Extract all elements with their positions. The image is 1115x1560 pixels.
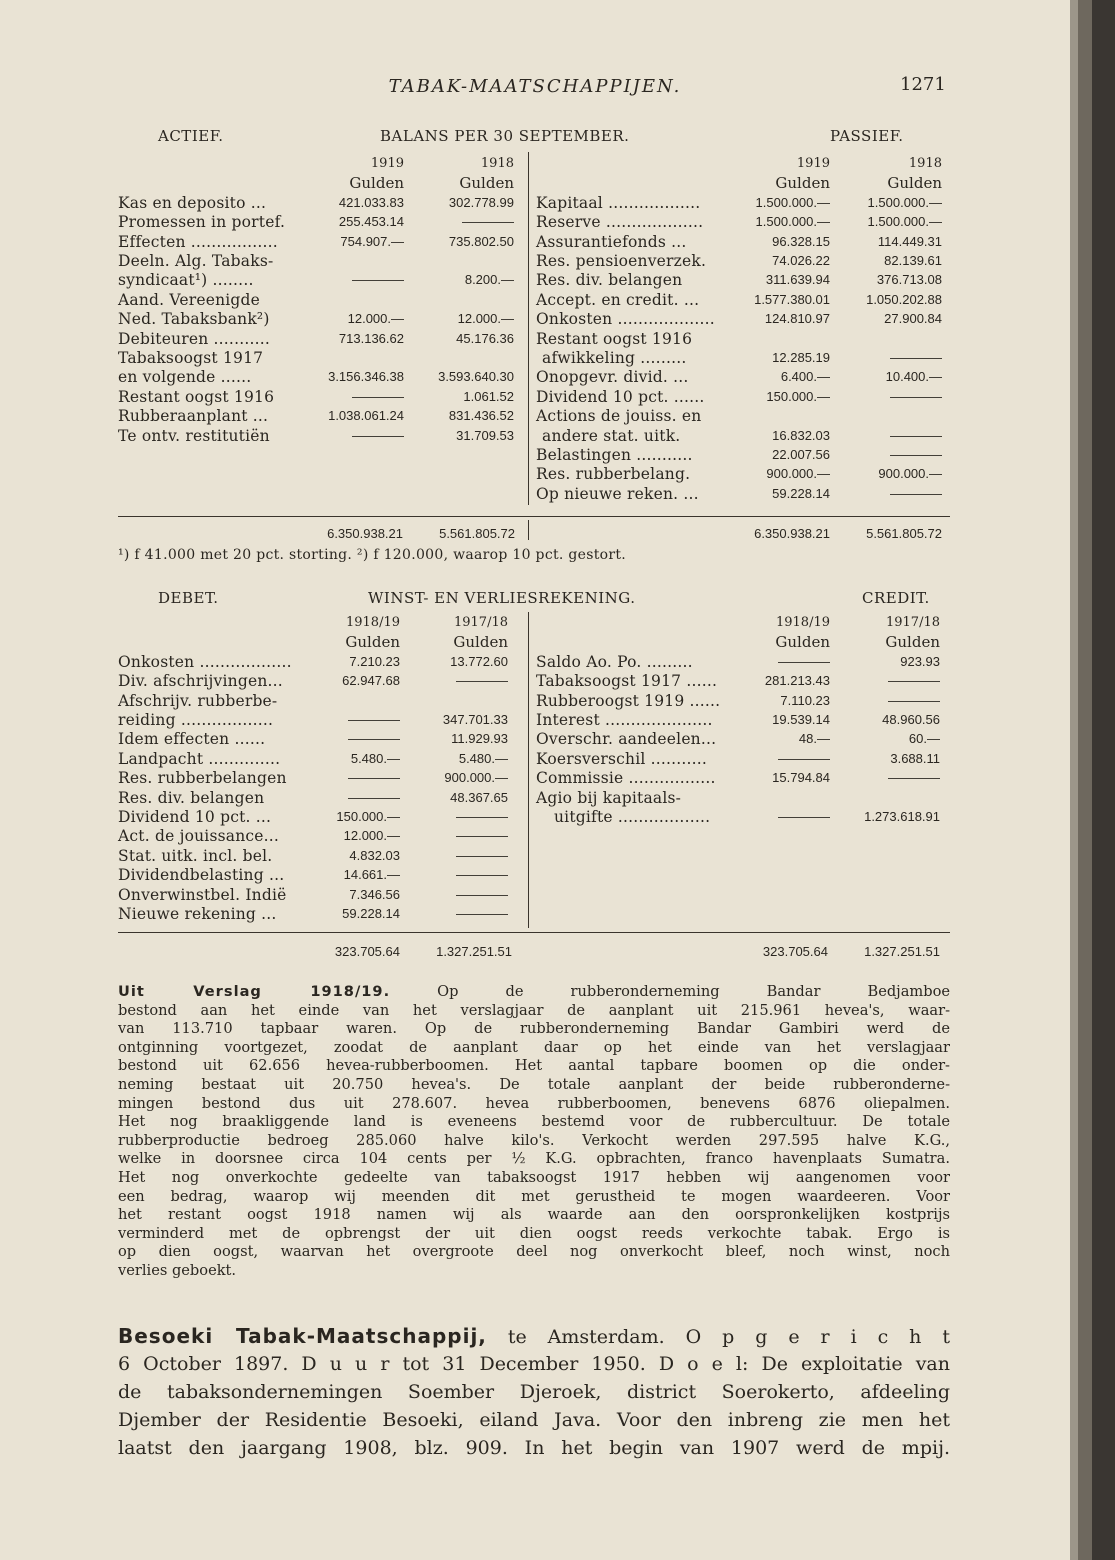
row-value-2: 27.900.84 — [884, 311, 942, 327]
table-row — [536, 464, 950, 484]
row-label: Dividendbelasting ... — [118, 866, 285, 885]
row-value-1: 3.156.346.38 — [328, 369, 404, 385]
table-row — [118, 710, 528, 730]
table-row — [536, 652, 950, 672]
table-row — [536, 691, 950, 711]
verslag-heading: Uit Verslag 1918/19. — [118, 983, 391, 1000]
balans-passief-table — [536, 154, 950, 514]
row-value-2: 302.778.99 — [448, 194, 514, 210]
row-label: Idem effecten ...... — [118, 730, 266, 749]
row-value-2: ———— — [456, 809, 508, 824]
table-row — [536, 671, 950, 691]
page-number: 1271 — [900, 74, 946, 95]
row-value-1: ———— — [352, 272, 404, 288]
row-value-2: ———— — [890, 388, 942, 404]
table-row — [536, 426, 950, 446]
row-label: Tabaksoogst 1917 — [118, 349, 264, 367]
row-value-1: 74.026.22 — [772, 253, 830, 268]
row-value-2: 900.000.— — [878, 466, 942, 482]
row-value-2: 31.709.53 — [456, 427, 514, 443]
currency-header-row — [118, 632, 528, 652]
row-label: Koersverschil ........... — [536, 749, 708, 768]
row-label: Act. de jouissance... — [118, 827, 280, 846]
row-value-1: 281.213.43 — [764, 673, 830, 689]
row-value-2: 48.960.56 — [882, 712, 940, 727]
row-value-1: 4.832.03 — [349, 847, 400, 863]
besoeki-first-line-rest: te Amsterdam. O p g e r i c h t — [507, 1326, 950, 1348]
row-value-2: 1.273.618.91 — [864, 809, 940, 824]
row-label: syndicaat¹) ........ — [118, 271, 254, 290]
row-value-2: 8.200.— — [464, 272, 514, 288]
row-label: Deeln. Alg. Tabaks- — [118, 252, 274, 270]
table-row — [536, 193, 950, 213]
row-value-1: 124.810.97 — [764, 311, 830, 327]
verslag-first-line — [118, 983, 950, 1002]
table-row — [118, 232, 528, 252]
besoeki-line: 6 October 1897. D u u r tot 31 December 1950. D o e l: De exploitatie van — [118, 1353, 950, 1375]
row-value-1: ———— — [352, 427, 404, 443]
winst-rule — [118, 932, 950, 933]
row-value-2: 10.400.— — [885, 369, 942, 385]
verslag-first-line-rest: Op de rubberonderneming Bandar Bedjamboe — [437, 983, 950, 1000]
row-label: Accept. en credit. ... — [536, 290, 700, 309]
row-value-1: ———— — [348, 770, 400, 786]
row-value-1: 421.033.83 — [338, 194, 404, 210]
table-row — [118, 788, 528, 808]
table-row — [536, 232, 950, 252]
row-label: Promessen in portef. — [118, 213, 286, 232]
currency-header-row — [118, 173, 528, 193]
row-label: Res. div. belangen — [536, 271, 683, 290]
row-label: afwikkeling ......... — [542, 349, 687, 367]
row-value-2: 376.713.08 — [876, 272, 942, 288]
row-value-1: 96.328.15 — [772, 233, 830, 249]
row-value-2: 735.802.50 — [448, 233, 514, 249]
row-value-1: ———— — [352, 388, 404, 404]
row-value-2: 923.93 — [900, 653, 940, 669]
row-value-1: 12.000.— — [347, 311, 404, 327]
winst-total-left-1: 323.705.64 — [334, 944, 400, 959]
table-row — [118, 251, 528, 271]
winst-credit-table — [536, 613, 950, 853]
row-value-2: ———— — [888, 770, 940, 786]
row-value-2: ———— — [888, 673, 940, 689]
balans-total-left-1919: 6.350.938.21 — [327, 526, 403, 541]
row-value-1: 1.500.000.— — [755, 214, 830, 230]
row-label: Dividend 10 pct. ... — [118, 808, 272, 826]
row-value-2: ———— — [462, 214, 514, 230]
row-value-1: 6.400.— — [780, 369, 830, 385]
table-row — [118, 290, 528, 310]
row-label: Reserve ................... — [536, 213, 704, 232]
besoeki-line: de tabaksondernemingen Soember Djeroek, district Soerokerto, afdeeling — [118, 1381, 950, 1403]
row-value-1: 255.453.14 — [338, 214, 404, 230]
row-value-2: 1.500.000.— — [867, 194, 942, 210]
winst-divider — [528, 612, 529, 928]
verslag-line: het restant oogst 1918 namen wij als waarde aan den oorspronkelijken kostprijs — [118, 1206, 950, 1224]
row-value-1: 713.136.62 — [338, 330, 404, 346]
year-header: 1917/18 — [885, 615, 940, 630]
table-row — [536, 367, 950, 387]
row-value-1: 1.577.380.01 — [754, 291, 830, 307]
table-row — [118, 885, 528, 905]
table-row — [118, 406, 528, 426]
row-value-2: 1.050.202.88 — [866, 291, 942, 307]
verslag-line: mingen bestond dus uit 278.607. hevea rubberboomen, benevens 6876 oliepalmen. — [118, 1094, 950, 1112]
row-label: Res. rubberbelang. — [536, 465, 691, 484]
row-value-1: 7.110.23 — [780, 692, 830, 708]
verslag-line: verminderd met de opbrengst der uit dien oogst reeds verkochte tabak. Ergo is — [118, 1224, 950, 1242]
row-value-1: ———— — [778, 653, 830, 669]
table-row — [118, 865, 528, 885]
winst-title: WINST- EN VERLIESREKENING. — [368, 589, 636, 607]
row-value-1: 19.539.14 — [772, 712, 830, 727]
row-label: Effecten ................. — [118, 232, 278, 251]
year-header-row — [118, 613, 528, 633]
verslag-line: bestond aan het einde van het verslagjaar de aanplant uit 215.961 hevea's, waar- — [118, 1001, 950, 1019]
balans-totals — [0, 524, 1070, 544]
row-value-1: 59.228.14 — [342, 906, 400, 921]
row-value-2: 900.000.— — [444, 770, 508, 786]
besoeki-line: laatst den jaargang 1908, blz. 909. In het begin van 1907 werd de mpij. — [118, 1437, 950, 1459]
row-label: Debiteuren ........... — [118, 329, 270, 348]
row-value-1: 14.661.— — [343, 867, 400, 883]
row-value-1: 12.000.— — [343, 828, 400, 844]
verslag-line: ontginning voortgezet, zoodat de aanplant daar op het einde van het verslagjaar — [118, 1038, 950, 1056]
row-label: Op nieuwe reken. ... — [536, 484, 699, 503]
row-value-1: ———— — [348, 789, 400, 805]
row-value-1: 15.794.84 — [772, 770, 830, 786]
row-value-2: ———— — [456, 673, 508, 689]
row-value-1: 150.000.— — [336, 809, 400, 824]
row-value-2: ———— — [890, 485, 942, 501]
table-row — [118, 329, 528, 349]
table-row — [536, 212, 950, 232]
currency-header: Gulden — [775, 174, 830, 193]
row-label: Res. div. belangen — [118, 788, 265, 807]
table-row — [118, 193, 528, 213]
winst-totals — [0, 942, 1070, 962]
row-value-2: 60.— — [908, 731, 940, 747]
table-row — [536, 406, 950, 426]
page-edge — [1078, 0, 1092, 1560]
table-row — [536, 768, 950, 788]
year-header: 1918/19 — [775, 615, 830, 630]
verslag-line: bestond uit 62.656 hevea-rubberboomen. Het aantal tapbare boomen op die onder- — [118, 1057, 950, 1075]
currency-header: Gulden — [459, 174, 514, 193]
table-row — [118, 270, 528, 290]
row-value-2: ———— — [888, 692, 940, 708]
table-row — [536, 251, 950, 271]
verslag-line: van 113.710 tapbaar waren. Op de rubberonderneming Bandar Gambiri werd de — [118, 1020, 950, 1038]
row-value-2: ———— — [456, 886, 508, 902]
row-label: Restant oogst 1916 — [118, 387, 275, 406]
row-value-2: 48.367.65 — [450, 789, 508, 805]
table-row — [536, 309, 950, 329]
currency-header: Gulden — [349, 174, 404, 193]
year-header: 1919 — [796, 156, 830, 171]
table-row — [536, 807, 950, 827]
row-label: Nieuwe rekening ... — [118, 905, 277, 923]
verslag-line: Het nog onverkochte gedeelte van tabaksoogst 1917 hebben wij aangenomen voor — [118, 1168, 950, 1186]
table-row — [118, 904, 528, 924]
table-row — [536, 290, 950, 310]
balans-footnote: ¹) f 41.000 met 20 pct. storting. ²) f 120.000, waarop 10 pct. gestort. — [118, 547, 627, 563]
row-value-2: ———— — [890, 447, 942, 462]
row-label: Assurantiefonds ... — [536, 232, 687, 251]
row-label: Onverwinstbel. Indië — [118, 885, 287, 904]
table-row — [118, 768, 528, 788]
row-label: Kapitaal .................. — [536, 193, 701, 212]
balans-divider — [528, 152, 529, 505]
currency-header: Gulden — [775, 633, 830, 652]
year-header-row — [536, 613, 950, 633]
table-row — [118, 846, 528, 866]
row-label: Overschr. aandeelen... — [536, 730, 717, 749]
winst-total-right-2: 1.327.251.51 — [864, 944, 940, 959]
currency-header: Gulden — [887, 174, 942, 193]
currency-header: Gulden — [345, 633, 400, 652]
table-row — [118, 348, 528, 368]
table-row — [118, 671, 528, 691]
besoeki-paragraph — [118, 1322, 950, 1462]
row-value-1: ———— — [348, 712, 400, 727]
row-label: en volgende ...... — [118, 368, 252, 387]
table-row — [118, 826, 528, 846]
verslag-line: op dien oogst, waarvan het overgroote deel nog onverkocht bleef, noch winst, noch — [118, 1243, 950, 1261]
row-value-2: 5.480.— — [458, 750, 508, 766]
currency-header-row — [536, 632, 950, 652]
year-header: 1918 — [480, 156, 514, 171]
currency-header: Gulden — [453, 633, 508, 652]
row-label: Commissie ................. — [536, 769, 716, 788]
row-value-1: 16.832.03 — [772, 427, 830, 443]
row-value-2: 831.436.52 — [448, 408, 514, 424]
row-label: Belastingen ........... — [536, 446, 693, 464]
row-label: Interest ..................... — [536, 711, 713, 729]
row-value-1: 48.— — [798, 731, 830, 747]
row-label: Kas en deposito ... — [118, 193, 267, 212]
page-edge — [1092, 0, 1115, 1560]
row-label: Stat. uitk. incl. bel. — [118, 846, 273, 865]
balans-total-left-1918: 5.561.805.72 — [439, 526, 515, 541]
verslag-paragraph — [118, 983, 950, 1281]
row-value-2: ———— — [456, 867, 508, 883]
row-value-2: 1.500.000.— — [867, 214, 942, 230]
row-value-2: 3.593.640.30 — [438, 369, 514, 385]
balans-total-right-1919: 6.350.938.21 — [754, 526, 830, 541]
row-value-1: ———— — [348, 731, 400, 747]
row-label: Dividend 10 pct. ...... — [536, 387, 705, 406]
row-label: reiding .................. — [118, 711, 274, 729]
row-value-1: 754.907.— — [340, 233, 404, 249]
row-value-2: 45.176.36 — [456, 330, 514, 346]
table-row — [118, 729, 528, 749]
balans-total-right-1918: 5.561.805.72 — [866, 526, 942, 541]
table-row — [536, 749, 950, 769]
row-value-1: 1.038.061.24 — [328, 408, 404, 424]
table-row — [118, 426, 528, 446]
year-header-row — [536, 154, 950, 174]
row-label: Div. afschrijvingen... — [118, 672, 283, 691]
table-row — [536, 270, 950, 290]
row-label: Landpacht .............. — [118, 749, 281, 768]
row-value-2: ———— — [456, 906, 508, 921]
year-header: 1919 — [370, 156, 404, 171]
row-value-2: 82.139.61 — [884, 253, 942, 268]
table-row — [118, 652, 528, 672]
row-label: andere stat. uitk. — [542, 426, 681, 445]
row-label: Aand. Vereenigde — [118, 290, 261, 309]
winst-total-left-2: 1.327.251.51 — [436, 944, 512, 959]
table-row — [536, 484, 950, 504]
page-edge — [1070, 0, 1078, 1560]
row-value-1: 22.007.56 — [772, 447, 830, 462]
row-label: Res. pensioenverzek. — [536, 252, 707, 270]
table-row — [536, 387, 950, 407]
table-row — [118, 749, 528, 769]
row-value-1: 150.000.— — [766, 388, 830, 404]
table-row — [536, 445, 950, 465]
passief-label: PASSIEF. — [830, 127, 904, 145]
balans-actief-table — [118, 154, 528, 454]
row-value-2: ———— — [890, 350, 942, 365]
verslag-line: neming bestaat uit 20.750 hevea's. De totale aanplant der beide rubberonderne- — [118, 1075, 950, 1093]
row-value-1: 1.500.000.— — [755, 194, 830, 210]
besoeki-line: Djember der Residentie Besoeki, eiland Java. Voor den inbreng zie men het — [118, 1409, 950, 1431]
currency-header: Gulden — [885, 633, 940, 652]
row-label: Actions de jouiss. en — [536, 407, 702, 426]
verslag-line: Het nog braakliggende land is eveneens bestemd voor de rubbercultuur. De totale — [118, 1113, 950, 1131]
table-row — [536, 348, 950, 368]
row-label: Te ontv. restitutiën — [118, 426, 270, 445]
row-value-1: ———— — [778, 750, 830, 766]
winst-debet-table — [118, 613, 528, 933]
row-value-2: 12.000.— — [457, 311, 514, 327]
year-header: 1918/19 — [345, 615, 400, 630]
table-row — [118, 807, 528, 827]
row-value-1: 12.285.19 — [772, 350, 830, 365]
besoeki-first-line — [118, 1322, 950, 1350]
verslag-line: een bedrag, waarop wij meenden dit met gerustheid te mogen waardeeren. Voor — [118, 1187, 950, 1205]
running-header: TABAK-MAATSCHAPPIJEN. — [388, 76, 682, 97]
verslag-line: welke in doorsnee circa 104 cents per ½ K.G. opbrachten, franco havenplaats Sumatra. — [118, 1150, 950, 1168]
table-row — [536, 729, 950, 749]
balans-rule — [118, 516, 950, 517]
row-label: Restant oogst 1916 — [536, 329, 693, 348]
row-value-2: 3.688.11 — [890, 750, 940, 766]
row-value-1: 5.480.— — [350, 750, 400, 766]
row-value-2: 1.061.52 — [463, 388, 514, 404]
table-row — [536, 329, 950, 349]
row-value-1: 62.947.68 — [342, 673, 400, 689]
row-label: Onopgevr. divid. ... — [536, 368, 689, 387]
row-value-1: 7.346.56 — [349, 886, 400, 902]
verslag-line: verlies geboekt. — [118, 1261, 237, 1279]
currency-header-row — [536, 173, 950, 193]
row-value-1: 7.210.23 — [349, 653, 400, 669]
table-row — [118, 691, 528, 711]
row-value-2: ———— — [456, 828, 508, 844]
row-label: Res. rubberbelangen — [118, 769, 287, 788]
row-value-2: 11.929.93 — [451, 731, 508, 747]
credit-label: CREDIT. — [862, 589, 930, 607]
actief-label: ACTIEF. — [158, 127, 224, 145]
table-row — [118, 387, 528, 407]
winst-total-right-1: 323.705.64 — [762, 944, 828, 959]
row-label: Rubberaanplant ... — [118, 407, 269, 426]
row-value-1: ———— — [778, 809, 830, 824]
row-label: Afschrijv. rubberbe- — [118, 691, 278, 710]
year-header: 1917/18 — [453, 615, 508, 630]
row-label: Ned. Tabaksbank²) — [118, 310, 270, 329]
table-row — [118, 212, 528, 232]
balans-title: BALANS PER 30 SEPTEMBER. — [380, 127, 630, 145]
besoeki-heading: Besoeki Tabak-Maatschappij, — [118, 1324, 487, 1348]
row-value-2: ———— — [890, 427, 942, 443]
row-label: Saldo Ao. Po. ......... — [536, 652, 693, 671]
table-row — [118, 367, 528, 387]
table-row — [118, 309, 528, 329]
row-value-2: 114.449.31 — [877, 233, 942, 249]
row-label: Onkosten .................. — [118, 652, 292, 671]
row-label: Tabaksoogst 1917 ...... — [536, 672, 718, 691]
row-label: Agio bij kapitaals- — [536, 788, 682, 807]
table-row — [536, 788, 950, 808]
row-value-2: ———— — [456, 847, 508, 863]
row-value-2: 347.701.33 — [442, 712, 508, 727]
year-header: 1918 — [908, 156, 942, 171]
row-label: uitgifte .................. — [554, 808, 711, 826]
row-label: Onkosten ................... — [536, 310, 715, 329]
row-value-1: 900.000.— — [766, 466, 830, 482]
verslag-line: rubberproductie bedroeg 285.060 halve kilo's. Verkocht werden 297.595 halve K.G., — [118, 1131, 950, 1149]
row-value-2: 13.772.60 — [450, 653, 508, 669]
row-value-1: 311.639.94 — [765, 272, 830, 288]
year-header-row — [118, 154, 528, 174]
table-row — [536, 710, 950, 730]
row-label: Rubberoogst 1919 ...... — [536, 691, 721, 710]
debet-label: DEBET. — [158, 589, 219, 607]
row-value-1: 59.228.14 — [772, 485, 830, 501]
